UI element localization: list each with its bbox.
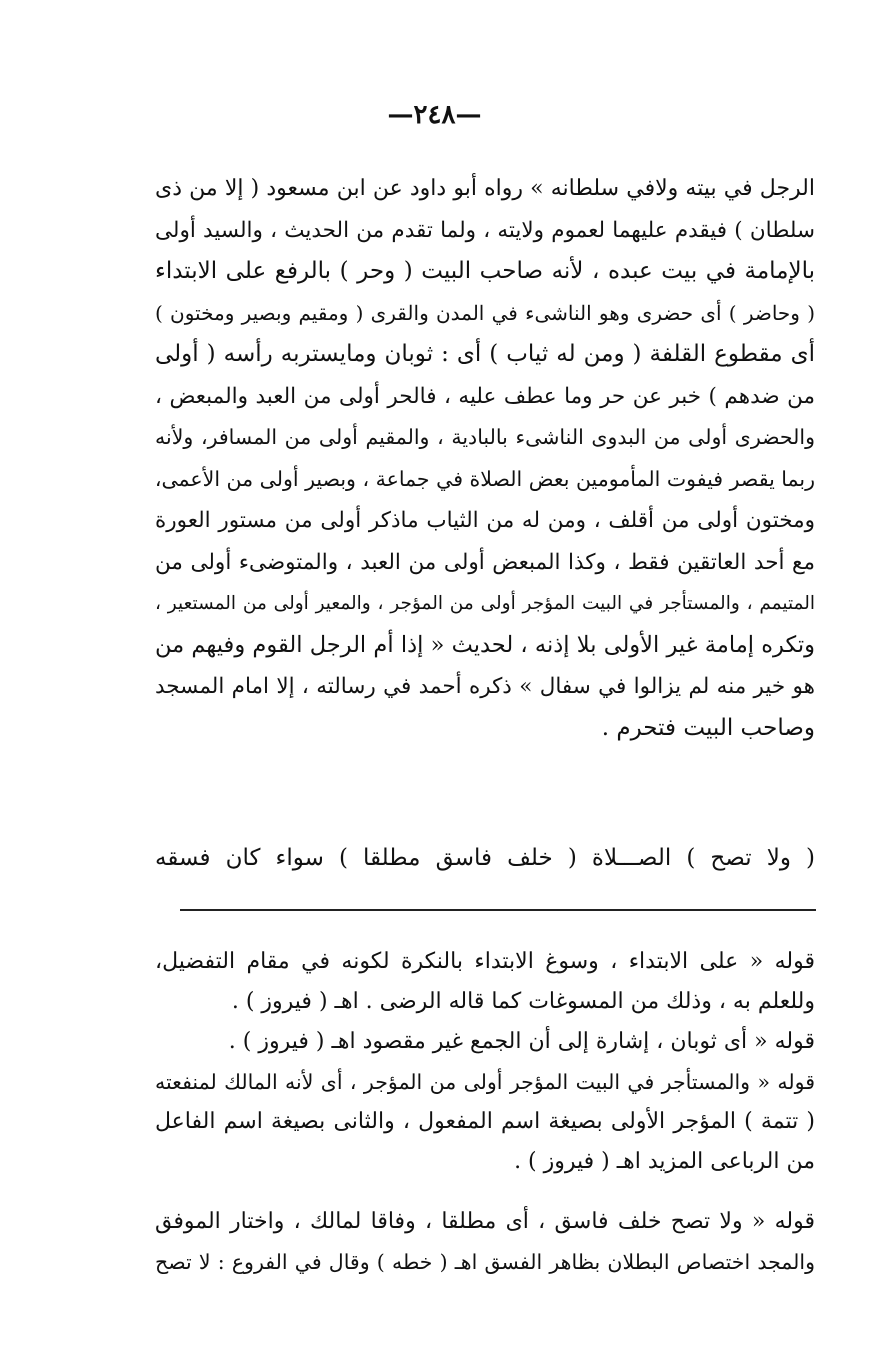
main-text-line: والحضرى أولى من البدوى الناشىء بالبادية ، والمقيم أولى من المسافر، ولأنه [155, 425, 815, 449]
main-text-line: مع أحد العاتقين فقط ، وكذا المبعض أولى من العبد ، والمتوضىء أولى من [155, 549, 815, 575]
footnote-line: قوله « أى ثوبان ، إشارة إلى أن الجمع غير مقصود اهـ ( فيروز ) . [228, 1029, 815, 1054]
main-text-line: الرجل في بيته ولافي سلطانه » رواه أبو داود عن ابن مسعود ( إلا من ذى [155, 176, 815, 201]
main-text-line: وصاحب البيت فتحرم . [601, 714, 815, 741]
main-text-line: أى مقطوع القلفة ( ومن له ثياب ) أى : ثوبان ومايستربه رأسه ( أولى [155, 341, 815, 367]
main-text-line: من ضدهم ) خبر عن حر وما عطف عليه ، فالحر أولى من العبد والمبعض ، [155, 383, 815, 409]
main-text-line: بالإمامة في بيت عبده ، لأنه صاحب البيت ( وحر ) بالرفع على الابتداء [155, 258, 815, 284]
footnote-line: قوله « على الابتداء ، وسوغ الابتداء بالنكرة لكونه في مقام التفضيل، [155, 949, 815, 974]
main-text-line: سلطان ) فيقدم عليهما لعموم ولايته ، ولما تقدم من الحديث ، والسيد أولى [155, 217, 815, 243]
main-text-new-paragraph: ( ولا تصح ) الصـــلاة ( خلف فاسق مطلقا ) سواء كان فسقه [155, 845, 815, 871]
main-text-line: ومختون أولى من أقلف ، ومن له من الثياب ماذكر أولى من مستور العورة [155, 508, 815, 533]
footnote-line: وللعلم به ، وذلك من المسوغات كما قاله الرضى . اهـ ( فيروز ) . [231, 989, 815, 1014]
footnote-line: قوله « والمستأجر في البيت المؤجر أولى من المؤجر ، أى لأنه المالك لمنفعته [155, 1070, 815, 1094]
main-text-line: ربما يقصر فيفوت المأمومين بعض الصلاة في جماعة ، وبصير أولى من الأعمى، [155, 466, 815, 491]
footnote-line: من الرباعى المزيد اهـ ( فيروز ) . [514, 1149, 815, 1174]
footnotes [155, 942, 815, 1282]
footnote-gap [155, 1182, 815, 1202]
footnote-line: والمجد اختصاص البطلان بظاهر الفسق اهـ ( خطه ) وقال في الفروع : لا تصح [155, 1250, 815, 1274]
main-text-line: وتكره إمامة غير الأولى بلا إذنه ، لحديث « إذا أم الرجل القوم وفيهم من [155, 631, 815, 658]
main-text-line: ( وحاضر ) أى حضرى وهو الناشىء في المدن والقرى ( ومقيم وبصير ومختون ) [155, 300, 815, 325]
main-text [155, 168, 815, 749]
page-number: —٢٤٨— [387, 100, 482, 130]
main-text-line: المتيمم ، والمستأجر في البيت المؤجر أولى من المؤجر ، والمعير أولى من المستعير ، [155, 593, 815, 614]
footnote-line: ( تتمة ) المؤجر الأولى بصيغة اسم المفعول ، والثانى بصيغة اسم الفاعل [155, 1109, 815, 1134]
footnote-separator [180, 909, 816, 911]
main-text-line: هو خير منه لم يزالوا في سفال » ذكره أحمد في رسالته ، إلا امام المسجد [155, 674, 815, 699]
footnote-line: قوله « ولا تصح خلف فاسق ، أى مطلقا ، وفاقا لمالك ، واختار الموفق [155, 1209, 815, 1234]
